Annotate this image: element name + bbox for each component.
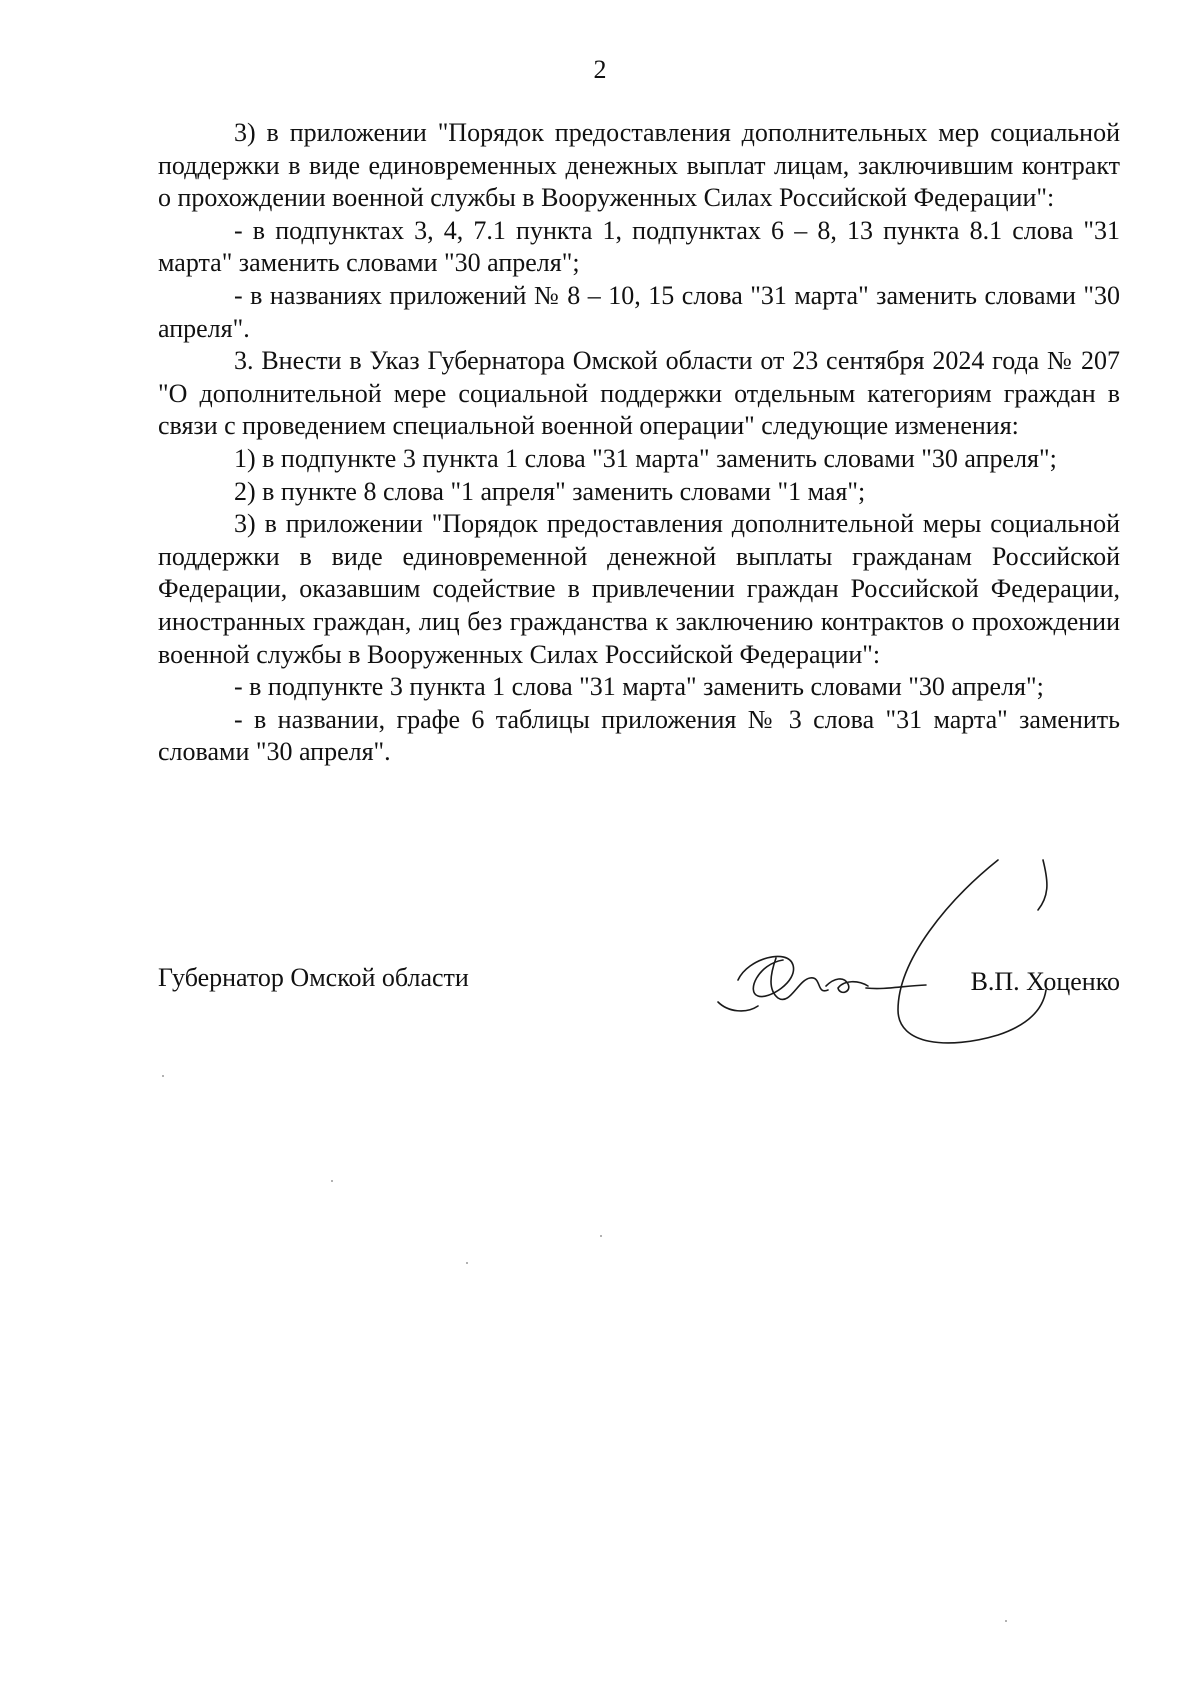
paragraph-appendix-amendment: 3) в приложении "Порядок предоставления дополнительных мер социальной поддержки в виде единовременных денежных выплат лицам, заключившим контракт о прохождении военной службы в Вооруженных Силах Российской Федерации": [158,118,1120,213]
handwritten-signature [698,840,1118,1050]
paragraph-appendix-titles-replace: - в названиях приложений № 8 – 10, 15 слова "31 марта" заменить словами "30 апреля". [158,280,1120,343]
scan-speck [466,1262,468,1264]
scan-speck [162,1075,164,1077]
scan-speck [331,1180,333,1182]
scan-speck [1005,1620,1007,1622]
signature-block [158,950,1120,1070]
signer-title: Губернатор Омской области [158,963,469,992]
signer-name: В.П. Хоценко [970,967,1120,996]
scan-speck [600,1235,602,1237]
paragraph-item-2: 2) в пункте 8 слова "1 апреля" заменить словами "1 мая"; [234,476,866,506]
paragraph-item-1: 1) в подпункте 3 пункта 1 слова "31 марта" заменить словами "30 апреля"; [234,443,1057,473]
paragraph-section-3: 3. Внести в Указ Губернатора Омской области от 23 сентября 2024 года № 207 "О дополнительной мере социальной поддержки отдельным категориям граждан в связи с проведением специальной военной операции" следующие изменения: [158,346,1120,441]
paragraph-subclauses-replace: - в подпунктах 3, 4, 7.1 пункта 1, подпунктах 6 – 8, 13 пункта 8.1 слова "31 марта" заменить словами "30 апреля"; [158,215,1120,278]
paragraph-subclause-replace: - в подпункте 3 пункта 1 слова "31 марта" заменить словами "30 апреля"; [234,672,1044,702]
document-body [158,117,1120,769]
paragraph-item-3: 3) в приложении "Порядок предоставления дополнительной меры социальной поддержки в виде единовременной денежной выплаты гражданам Российской Федерации, оказавшим содействие в привлечении граждан Российской Федерации, иностранных граждан, лиц без гражданства к заключению контрактов о прохождении военной службы в Вооруженных Силах Российской Федерации": [158,509,1120,669]
page-number: 2 [593,55,607,84]
paragraph-table-column-replace: - в названии, графе 6 таблицы приложения № 3 слова "31 марта" заменить словами "30 апреля". [158,704,1120,767]
